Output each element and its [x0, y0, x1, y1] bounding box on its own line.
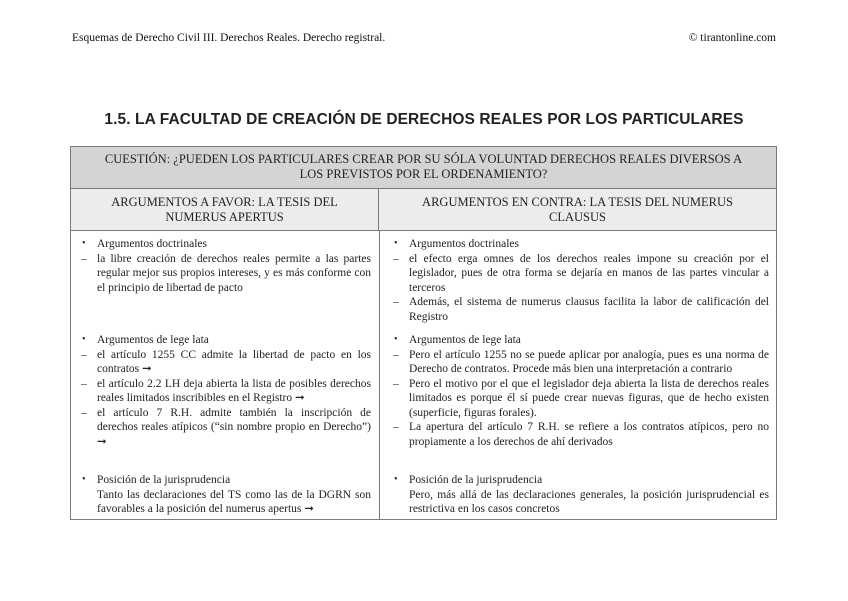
list-item [393, 420, 769, 449]
column-header-favor [71, 189, 379, 231]
list-item [81, 377, 371, 406]
contra-legal-block [391, 333, 769, 449]
section-title: 1.5. LA FACULTAD DE CREACIÓN DE DERECHOS REALES POR LOS PARTICULARES [104, 111, 744, 128]
running-header-copyright: © tirantonline.com [688, 32, 776, 44]
dash-icon: – [393, 348, 399, 361]
question-header [71, 147, 776, 189]
favor-juris-text: Tanto las declaraciones del TS como las de la DGRN son favorables a la posición del numerus apertus ➞ [97, 488, 371, 515]
dash-icon: – [81, 406, 87, 419]
contra-juris-heading: Posición de la jurisprudencia [409, 474, 543, 486]
list-item-text: el artículo 2.2 LH deja abierta la lista de posibles derechos reales limitados inscribibles en el Registro ➞ [97, 377, 371, 404]
contra-doctrinal-block [391, 237, 769, 324]
column-header-contra-line-2: CLAUSUS [549, 210, 606, 224]
list-item-text: el efecto erga omnes de los derechos reales impone su creación por el legislador, pues de otra forma se dejaría en manos de las partes vincular a terceros [409, 252, 769, 294]
column-divider [379, 231, 380, 519]
list-item [81, 406, 371, 450]
list-item-text: la libre creación de derechos reales permite a las partes regular mejor sus propios intereses, y es más conforme con el principio de libertad de pacto [97, 252, 371, 294]
list-item [393, 295, 769, 324]
favor-legal-heading: Argumentos de lege lata [97, 334, 209, 346]
favor-doctrinal-block [79, 237, 371, 295]
dash-icon: – [393, 296, 399, 308]
dash-icon: – [393, 421, 399, 433]
list-item [393, 348, 769, 377]
bullet-icon: • [394, 334, 398, 345]
list-item [81, 348, 371, 377]
list-item [393, 377, 769, 421]
list-item-text: Además, el sistema de numerus clausus facilita la labor de calificación del Registro [409, 296, 769, 323]
contra-doctrinal-heading: Argumentos doctrinales [409, 238, 519, 250]
list-item-text: Pero el motivo por el que el legislador deja abierta la lista de derechos reales limitados es porque él sí puede crear nuevas figuras, que de hecho existen (superficie, figuras forales). [409, 377, 769, 419]
list-item-text: el artículo 7 R.H. admite también la inscripción de derechos reales atípicos (“sin nombre propio en Derecho”) ➞ [97, 406, 371, 448]
favor-juris-heading: Posición de la jurisprudencia [97, 474, 231, 486]
column-header-favor-line-2: NUMERUS APERTUS [165, 210, 284, 224]
arguments-table [70, 146, 777, 520]
dash-icon: – [393, 377, 399, 390]
column-header-favor-line-1: ARGUMENTOS A FAVOR: LA TESIS DEL [111, 195, 338, 209]
favor-juris-block [79, 473, 371, 517]
dash-icon: – [81, 377, 87, 390]
bullet-icon: • [82, 474, 86, 485]
question-line-1: CUESTIÓN: ¿PUEDEN LOS PARTICULARES CREAR POR SU SÓLA VOLUNTAD DERECHOS REALES DIVERSOS A [104, 152, 743, 166]
column-header-contra-line-1: ARGUMENTOS EN CONTRA: LA TESIS DEL NUMERUS [422, 195, 733, 209]
dash-icon: – [81, 252, 87, 265]
list-item [81, 252, 371, 296]
question-line-2: LOS PREVISTOS POR EL ORDENAMIENTO? [299, 167, 548, 181]
contra-juris-block [391, 473, 769, 517]
bullet-icon: • [82, 334, 86, 345]
favor-doctrinal-heading: Argumentos doctrinales [97, 238, 207, 250]
column-header-contra [379, 189, 776, 231]
list-item-text: el artículo 1255 CC admite la libertad de pacto en los contratos ➞ [97, 348, 371, 375]
contra-legal-heading: Argumentos de lege lata [409, 334, 521, 346]
contra-juris-text: Pero, más allá de las declaraciones generales, la posición jurisprudencial es restrictiva en los casos concretos [409, 488, 769, 515]
bullet-icon: • [394, 238, 398, 249]
running-header-title: Esquemas de Derecho Civil III. Derechos Reales. Derecho registral. [72, 32, 386, 44]
favor-legal-block [79, 333, 371, 449]
list-item-text: La apertura del artículo 7 R.H. se refiere a los contratos atípicos, pero no propiamente a los derechos de ahí derivados [409, 421, 769, 448]
dash-icon: – [81, 348, 87, 361]
list-item [393, 252, 769, 296]
bullet-icon: • [394, 474, 398, 485]
dash-icon: – [393, 252, 399, 265]
bullet-icon: • [82, 238, 86, 249]
list-item-text: Pero el artículo 1255 no se puede aplicar por analogía, pues es una norma de Derecho de contratos. Procede más bien una interpretación a contrario [409, 348, 769, 375]
